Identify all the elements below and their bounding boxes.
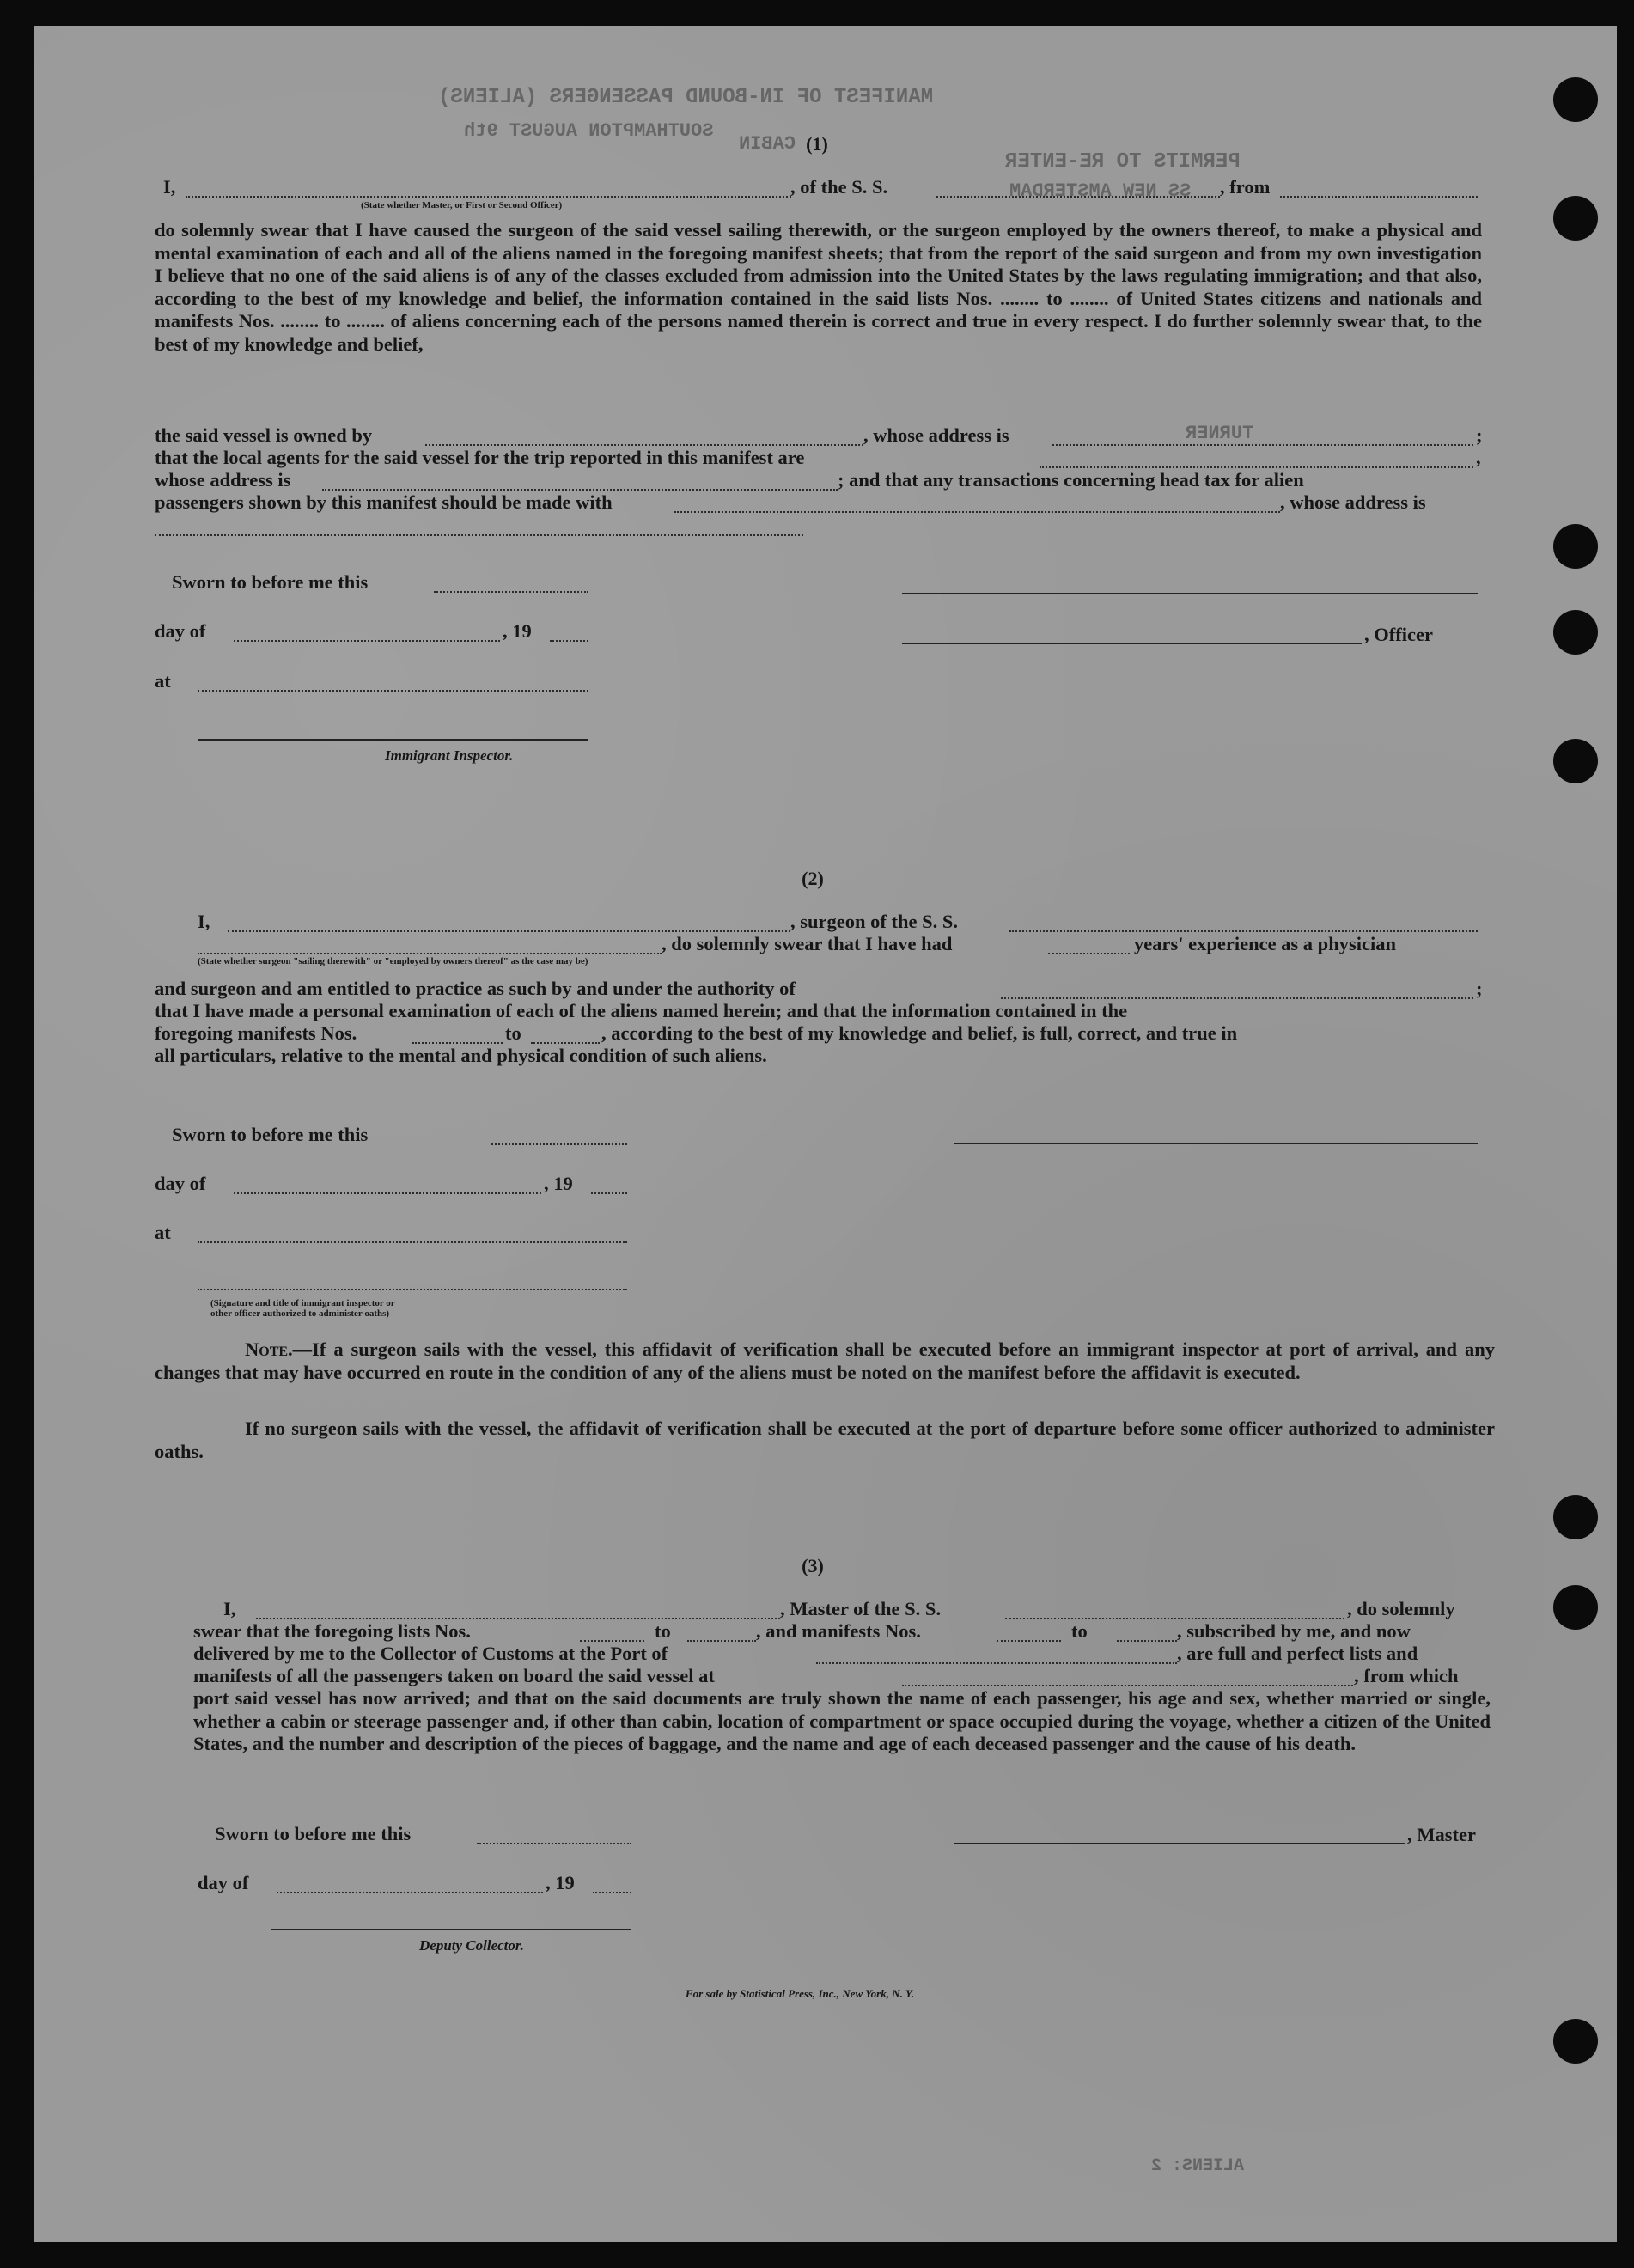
s2-note-label: Note. bbox=[245, 1338, 293, 1360]
s3-lists-to-blank[interactable] bbox=[687, 1640, 756, 1642]
s1-agents-end: , bbox=[1476, 447, 1481, 468]
s2-line2-end: years' experience as a physician bbox=[1134, 933, 1396, 954]
s1-inspector-caption: Immigrant Inspector. bbox=[385, 747, 514, 764]
s1-at: at bbox=[155, 670, 171, 692]
s3-line2-end: , subscribed by me, and now bbox=[1177, 1620, 1411, 1642]
s2-line1-pre: I, bbox=[198, 911, 210, 932]
s2-signature-line[interactable] bbox=[954, 1143, 1478, 1144]
footer-imprint: For sale by Statistical Press, Inc., New York, N. Y. bbox=[685, 1987, 915, 2000]
s2-day-of: day of bbox=[155, 1173, 206, 1194]
s1-sworn: Sworn to before me this bbox=[172, 571, 369, 593]
s1-day-blank[interactable] bbox=[234, 640, 500, 642]
s1-owned-pre: the said vessel is owned by bbox=[155, 424, 373, 446]
s3-day-blank[interactable] bbox=[277, 1892, 543, 1893]
punch-hole bbox=[1553, 77, 1598, 122]
s2-at: at bbox=[155, 1222, 171, 1243]
s1-officer: , Officer bbox=[1364, 624, 1433, 645]
s1-owned-mid: , whose address is bbox=[863, 424, 1009, 446]
s3-manifests-to-blank[interactable] bbox=[1117, 1640, 1177, 1642]
punch-hole bbox=[1553, 196, 1598, 241]
s1-agents: that the local agents for the said vessel for the trip reported in this manifest are bbox=[155, 447, 805, 468]
s3-year-blank[interactable] bbox=[593, 1892, 631, 1893]
s3-day-of: day of bbox=[198, 1872, 249, 1893]
s3-line2-to2: to bbox=[1071, 1620, 1088, 1642]
s1-headtax-address-blank[interactable] bbox=[155, 534, 803, 536]
s1-officer-line[interactable] bbox=[902, 643, 1362, 644]
s2-line2-mid: , do solemnly swear that I have had bbox=[662, 933, 953, 954]
s2-authority-blank[interactable] bbox=[1001, 997, 1473, 999]
s3-line3-end: , are full and perfect lists and bbox=[1177, 1643, 1418, 1664]
s3-line1-end: , do solemnly bbox=[1347, 1598, 1455, 1619]
s1-agents-address-blank[interactable] bbox=[322, 489, 838, 491]
s1-sworn-blank[interactable] bbox=[434, 591, 588, 593]
s1-master-note: (State whether Master, or First or Second Officer) bbox=[361, 200, 563, 210]
s1-passengers-pre: passengers shown by this manifest should be made with bbox=[155, 491, 613, 513]
s3-line2-mid: , and manifests Nos. bbox=[756, 1620, 921, 1642]
section-3-number: (3) bbox=[802, 1555, 824, 1576]
s2-surgeon-blank[interactable] bbox=[228, 930, 790, 932]
s2-year-blank[interactable] bbox=[591, 1192, 627, 1194]
s1-from-blank[interactable] bbox=[1280, 196, 1478, 198]
s2-years-blank[interactable] bbox=[1048, 953, 1130, 954]
s2-manifests-end: , according to the best of my knowledge and belief, is full, correct, and true in bbox=[601, 1022, 1238, 1044]
s3-sworn-blank[interactable] bbox=[477, 1843, 631, 1844]
s3-manifests-from-blank[interactable] bbox=[997, 1640, 1061, 1642]
s2-body-b: all particulars, relative to the mental and physical condition of such aliens. bbox=[155, 1045, 767, 1066]
s3-line3-pre: delivered by me to the Collector of Customs at the Port of bbox=[193, 1643, 668, 1664]
s1-vessel-blank[interactable] bbox=[936, 196, 1220, 198]
s3-line4-pre: manifests of all the passengers taken on board the said vessel at bbox=[193, 1665, 715, 1686]
s3-line2-pre: swear that the foregoing lists Nos. bbox=[193, 1620, 471, 1642]
s1-whose-end: ; and that any transactions concerning head tax for alien bbox=[838, 469, 1304, 491]
s1-line1-pre: I, bbox=[163, 176, 176, 198]
bleed-through-port: SOUTHAMPTON AUGUST 9th bbox=[464, 120, 714, 142]
s2-note bbox=[155, 1338, 1495, 1384]
s1-owner-address-blank[interactable] bbox=[1052, 444, 1473, 446]
s2-sworn-blank[interactable] bbox=[491, 1143, 627, 1145]
s1-whose-pre: whose address is bbox=[155, 469, 291, 491]
s1-at-blank[interactable] bbox=[198, 690, 588, 692]
s2-sig-caption-2: other officer authorized to administer oaths) bbox=[210, 1308, 390, 1319]
s3-sworn: Sworn to before me this bbox=[215, 1823, 412, 1844]
s3-deputy-line[interactable] bbox=[271, 1929, 631, 1930]
s2-sig-caption-1: (Signature and title of immigrant inspector or bbox=[210, 1298, 395, 1308]
manifest-page bbox=[34, 26, 1617, 2242]
punch-hole bbox=[1553, 739, 1598, 783]
s3-line2-to1: to bbox=[655, 1620, 671, 1642]
s1-year-blank[interactable] bbox=[550, 640, 588, 642]
s1-owned-end: ; bbox=[1476, 424, 1483, 446]
s1-passengers-end: , whose address is bbox=[1280, 491, 1426, 513]
bleed-through-class: CABIN bbox=[739, 133, 796, 155]
s3-line1-mid: , Master of the S. S. bbox=[780, 1598, 942, 1619]
s1-inspector-line[interactable] bbox=[198, 739, 588, 741]
punch-hole bbox=[1553, 1495, 1598, 1539]
s1-line1-end: , from bbox=[1220, 176, 1271, 198]
punch-hole bbox=[1553, 524, 1598, 569]
punch-hole bbox=[1553, 1585, 1598, 1630]
bottom-bleed-through: ALIENS: 2 bbox=[1151, 2156, 1245, 2176]
s3-vessel-blank[interactable] bbox=[1005, 1618, 1344, 1619]
s2-note-text: —If a surgeon sails with the vessel, this affidavit of verification shall be executed before an immigrant inspector at port of arrival, and any changes that may have occurred en route in the condition of any of the aliens must be noted on the manifest before the affidavit is executed. bbox=[155, 1338, 1495, 1383]
s3-year: , 19 bbox=[546, 1872, 575, 1893]
s1-day-of: day of bbox=[155, 620, 206, 642]
bleed-through-name: TURNER bbox=[1186, 423, 1254, 444]
s3-deputy-caption: Deputy Collector. bbox=[419, 1937, 524, 1954]
s2-year: , 19 bbox=[544, 1173, 573, 1194]
s3-port-blank[interactable] bbox=[816, 1662, 1177, 1664]
s1-headtax-blank[interactable] bbox=[674, 511, 1280, 513]
s2-note-2: If no surgeon sails with the vessel, the affidavit of verification shall be executed at the port of departure before some officer authorized to administer oaths. bbox=[155, 1418, 1495, 1462]
s3-master: , Master bbox=[1407, 1824, 1476, 1845]
s2-officer-blank[interactable] bbox=[198, 1289, 627, 1290]
s1-body: do solemnly swear that I have caused the surgeon of the said vessel sailing therewith, or the surgeon employed by the owners thereof, to make a physical and mental examination of each and all of the aliens named in the foregoing manifest sheets; that from the report of the said surgeon and from my own investigation I believe that no one of the said aliens is of any of the classes excluded from admission into the United States by the laws regulating immigration; and that also, according to the best of my knowledge and belief, the information contained in the said lists Nos. ........ to ........ of United States citizens and nationals and manifests Nos. ........ to ........ of aliens concerning each of the persons named therein is correct and true in every respect. I do further solemnly swear that, to the best of my knowledge and belief, bbox=[155, 219, 1482, 355]
section-1-number: (1) bbox=[806, 133, 828, 155]
s2-manifests-to-blank[interactable] bbox=[531, 1042, 600, 1044]
s2-manifests-from-blank[interactable] bbox=[412, 1042, 503, 1044]
s3-embarkation-blank[interactable] bbox=[902, 1685, 1353, 1686]
s3-line1-pre: I, bbox=[223, 1598, 236, 1619]
s2-manifests-to: to bbox=[505, 1022, 521, 1044]
s2-sworn: Sworn to before me this bbox=[172, 1124, 369, 1145]
s3-lists-from-blank[interactable] bbox=[580, 1640, 644, 1642]
punch-hole bbox=[1553, 2019, 1598, 2064]
s2-line1-end: , surgeon of the S. S. bbox=[790, 911, 959, 932]
s2-authority-pre: and surgeon and am entitled to practice as such by and under the authority of bbox=[155, 978, 796, 999]
s3-master-blank[interactable] bbox=[256, 1618, 780, 1619]
s3-line4-end: , from which bbox=[1354, 1665, 1459, 1686]
section-2-number: (2) bbox=[802, 868, 824, 889]
s3-body: port said vessel has now arrived; and that on the said documents are truly shown the name of each passenger, his age and sex, whether married or single, whether a cabin or steerage passenger and, if other than cabin, location of compartment or space occupied during the voyage, whether a citizen of the United States, and the number and description of the pieces of baggage, and the name and age of each deceased passenger and the cause of his death. bbox=[193, 1687, 1491, 1754]
s1-agents-blank[interactable] bbox=[1040, 466, 1473, 468]
s1-signature-line[interactable] bbox=[902, 593, 1478, 594]
s2-status-blank[interactable] bbox=[198, 953, 662, 954]
s1-line1-mid: , of the S. S. bbox=[790, 176, 888, 198]
s3-master-line[interactable] bbox=[954, 1843, 1405, 1844]
s2-vessel-blank[interactable] bbox=[1009, 930, 1478, 932]
s1-master-blank[interactable] bbox=[186, 196, 791, 198]
s2-day-blank[interactable] bbox=[234, 1192, 541, 1194]
bleed-through-title: MANIFEST OF IN-BOUND PASSENGERS (ALIENS) bbox=[438, 86, 934, 109]
s2-at-blank[interactable] bbox=[198, 1241, 627, 1243]
bleed-through-permits: PERMITS TO RE-ENTER bbox=[1005, 150, 1241, 174]
s1-owner-blank[interactable] bbox=[425, 444, 863, 446]
punch-hole bbox=[1553, 610, 1598, 655]
s2-body-a: that I have made a personal examination of each of the aliens named herein; and that the information contained in the bbox=[155, 1000, 1128, 1021]
s2-authority-end: ; bbox=[1476, 978, 1483, 999]
s2-surgeon-note: (State whether surgeon "sailing therewith" or "employed by owners thereof" as the case may be) bbox=[198, 956, 588, 966]
bleed-through-vessel: SS NEW AMSTERDAM bbox=[1009, 180, 1192, 202]
s1-year: , 19 bbox=[503, 620, 532, 642]
s2-manifests-pre: foregoing manifests Nos. bbox=[155, 1022, 357, 1044]
